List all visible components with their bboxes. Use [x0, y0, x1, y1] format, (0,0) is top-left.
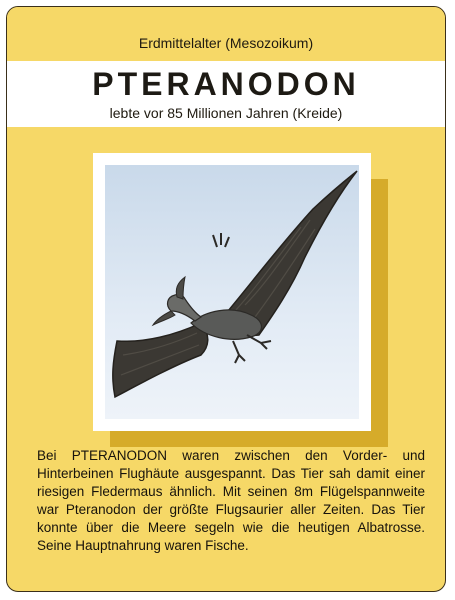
card-subtitle: lebte vor 85 Millionen Jahren (Kreide): [109, 105, 343, 121]
pteranodon-illustration: [105, 165, 359, 419]
trading-card: [6, 6, 446, 592]
title-panel: [7, 61, 445, 127]
era-label: Erdmittelalter (Mesozoikum): [138, 35, 314, 51]
pteranodon-icon: [105, 165, 359, 419]
card-description: Bei PTERANODON waren zwischen den Vorder- und Hinterbeinen Flughäute ausgespannt. Das Tier sah damit einer riesigen Fledermaus ähnlich. Mit seinen 8m Flügelspannweite war Pteranodon der größte Flugsaurier aller Zeiten. Das Tier konnte über die Meere segeln wie die heutigen Albatrosse. Seine Hauptnahrung waren Fische.: [37, 448, 425, 553]
card-title: PTERANODON: [92, 66, 360, 102]
era-bar: [7, 7, 445, 62]
